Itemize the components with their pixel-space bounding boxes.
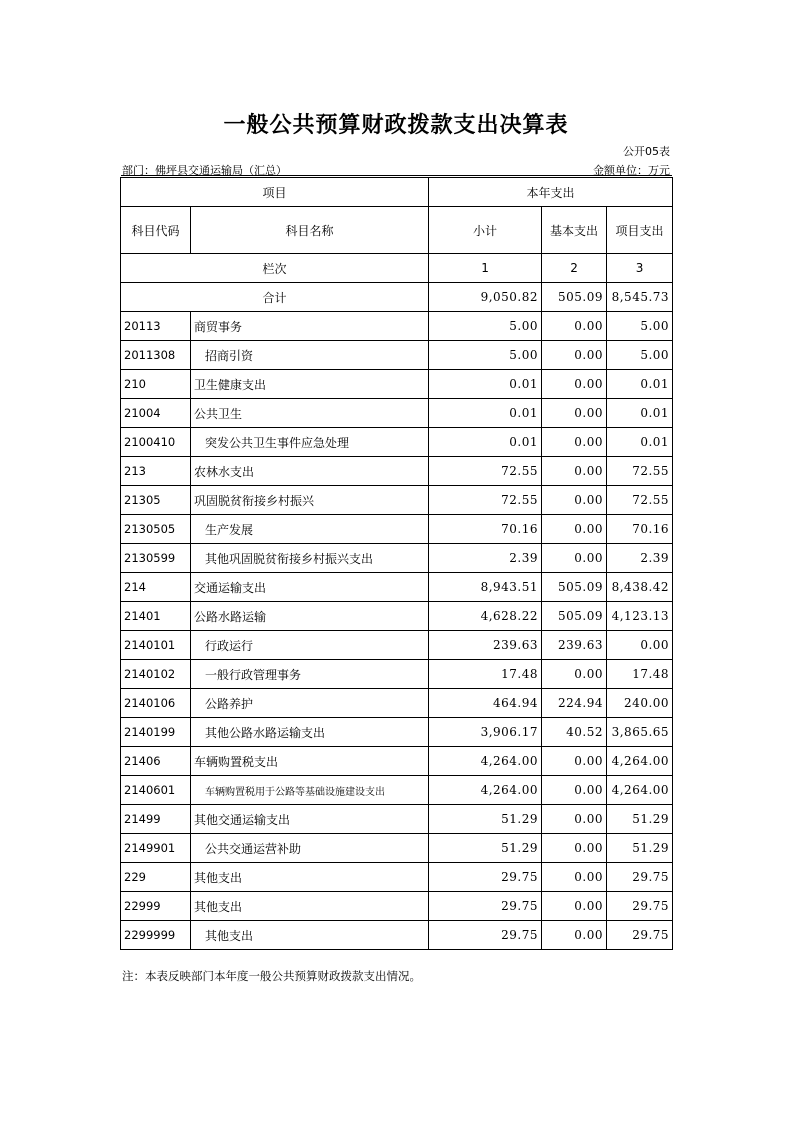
column-number-3: 3	[607, 254, 673, 283]
table-row	[121, 602, 673, 631]
row-code: 2140106	[121, 689, 191, 718]
table-row	[121, 718, 673, 747]
table-row	[121, 544, 673, 573]
row-name: 其他支出	[191, 863, 429, 892]
row-subtotal: 51.29	[429, 805, 542, 834]
row-project: 4,264.00	[607, 776, 673, 805]
row-project: 5.00	[607, 341, 673, 370]
total-row	[121, 283, 673, 312]
table-row	[121, 341, 673, 370]
row-name: 招商引资	[191, 341, 429, 370]
table-row	[121, 892, 673, 921]
table-row	[121, 573, 673, 602]
row-basic: 0.00	[542, 776, 607, 805]
row-name: 公共交通运营补助	[191, 834, 429, 863]
row-basic: 0.00	[542, 457, 607, 486]
row-code: 2140601	[121, 776, 191, 805]
row-project: 3,865.65	[607, 718, 673, 747]
row-project: 8,438.42	[607, 573, 673, 602]
column-number-2: 2	[542, 254, 607, 283]
row-project: 0.01	[607, 370, 673, 399]
table-row	[121, 515, 673, 544]
row-project: 29.75	[607, 921, 673, 950]
row-basic: 0.00	[542, 892, 607, 921]
table-row	[121, 370, 673, 399]
table-row	[121, 428, 673, 457]
row-subtotal: 239.63	[429, 631, 542, 660]
table-row	[121, 631, 673, 660]
row-project: 51.29	[607, 805, 673, 834]
table-row	[121, 399, 673, 428]
row-subtotal: 29.75	[429, 921, 542, 950]
row-basic: 0.00	[542, 747, 607, 776]
row-name: 其他支出	[191, 921, 429, 950]
row-basic: 40.52	[542, 718, 607, 747]
row-project: 0.01	[607, 399, 673, 428]
header-row-2	[121, 207, 673, 254]
unit-label: 金额单位：万元	[593, 164, 670, 177]
row-subtotal: 72.55	[429, 486, 542, 515]
row-project: 72.55	[607, 457, 673, 486]
table-row	[121, 747, 673, 776]
total-subtotal: 9,050.82	[429, 283, 542, 312]
row-project: 4,123.13	[607, 602, 673, 631]
row-name: 交通运输支出	[191, 573, 429, 602]
row-code: 21401	[121, 602, 191, 631]
header-basic: 基本支出	[542, 207, 607, 254]
header-current-year: 本年支出	[429, 178, 673, 207]
row-basic: 0.00	[542, 428, 607, 457]
row-basic: 0.00	[542, 370, 607, 399]
row-subtotal: 29.75	[429, 863, 542, 892]
row-basic: 505.09	[542, 602, 607, 631]
table-body	[121, 312, 673, 950]
row-subtotal: 0.01	[429, 370, 542, 399]
header-row-1	[121, 178, 673, 207]
row-name: 卫生健康支出	[191, 370, 429, 399]
row-basic: 0.00	[542, 834, 607, 863]
row-project: 51.29	[607, 834, 673, 863]
row-project: 5.00	[607, 312, 673, 341]
row-code: 21499	[121, 805, 191, 834]
row-basic: 224.94	[542, 689, 607, 718]
table-row	[121, 312, 673, 341]
table-row	[121, 660, 673, 689]
row-code: 2130505	[121, 515, 191, 544]
row-name: 生产发展	[191, 515, 429, 544]
row-code: 2140199	[121, 718, 191, 747]
row-code: 21004	[121, 399, 191, 428]
row-subtotal: 51.29	[429, 834, 542, 863]
table-row	[121, 689, 673, 718]
row-name: 车辆购置税支出	[191, 747, 429, 776]
row-project: 29.75	[607, 892, 673, 921]
row-code: 2149901	[121, 834, 191, 863]
header-project: 项目支出	[607, 207, 673, 254]
table-row	[121, 805, 673, 834]
form-number: 公开05表	[623, 145, 670, 158]
row-subtotal: 70.16	[429, 515, 542, 544]
row-name: 行政运行	[191, 631, 429, 660]
row-subtotal: 29.75	[429, 892, 542, 921]
row-subtotal: 8,943.51	[429, 573, 542, 602]
row-code: 2140101	[121, 631, 191, 660]
row-subtotal: 4,628.22	[429, 602, 542, 631]
row-project: 0.00	[607, 631, 673, 660]
header-code: 科目代码	[121, 207, 191, 254]
total-basic: 505.09	[542, 283, 607, 312]
table-row	[121, 486, 673, 515]
row-basic: 239.63	[542, 631, 607, 660]
row-code: 2100410	[121, 428, 191, 457]
row-name: 其他交通运输支出	[191, 805, 429, 834]
row-code: 229	[121, 863, 191, 892]
row-name: 公路养护	[191, 689, 429, 718]
expenditure-table	[120, 177, 673, 950]
row-subtotal: 17.48	[429, 660, 542, 689]
table-row	[121, 921, 673, 950]
department-label: 部门：佛坪县交通运输局（汇总）	[122, 164, 287, 177]
row-name: 其他支出	[191, 892, 429, 921]
row-subtotal: 5.00	[429, 312, 542, 341]
row-basic: 0.00	[542, 660, 607, 689]
row-subtotal: 464.94	[429, 689, 542, 718]
row-name: 巩固脱贫衔接乡村振兴	[191, 486, 429, 515]
row-code: 21406	[121, 747, 191, 776]
row-subtotal: 2.39	[429, 544, 542, 573]
row-code: 22999	[121, 892, 191, 921]
row-project: 70.16	[607, 515, 673, 544]
column-number-1: 1	[429, 254, 542, 283]
row-subtotal: 4,264.00	[429, 747, 542, 776]
column-order-row	[121, 254, 673, 283]
row-project: 29.75	[607, 863, 673, 892]
table-row	[121, 834, 673, 863]
row-code: 2130599	[121, 544, 191, 573]
header-item: 项目	[121, 178, 429, 207]
row-project: 72.55	[607, 486, 673, 515]
row-name: 突发公共卫生事件应急处理	[191, 428, 429, 457]
total-project: 8,545.73	[607, 283, 673, 312]
row-basic: 0.00	[542, 312, 607, 341]
row-name: 其他巩固脱贫衔接乡村振兴支出	[191, 544, 429, 573]
row-project: 4,264.00	[607, 747, 673, 776]
row-code: 210	[121, 370, 191, 399]
row-code: 2011308	[121, 341, 191, 370]
row-name: 一般行政管理事务	[191, 660, 429, 689]
header-subtotal: 小计	[429, 207, 542, 254]
row-basic: 0.00	[542, 515, 607, 544]
total-label: 合计	[121, 283, 429, 312]
row-basic: 0.00	[542, 805, 607, 834]
row-basic: 505.09	[542, 573, 607, 602]
row-project: 240.00	[607, 689, 673, 718]
row-basic: 0.00	[542, 921, 607, 950]
row-project: 17.48	[607, 660, 673, 689]
row-basic: 0.00	[542, 863, 607, 892]
row-code: 2299999	[121, 921, 191, 950]
row-subtotal: 4,264.00	[429, 776, 542, 805]
header-rule	[121, 175, 672, 176]
row-subtotal: 0.01	[429, 428, 542, 457]
row-code: 2140102	[121, 660, 191, 689]
footnote: 注：本表反映部门本年度一般公共预算财政拨款支出情况。	[122, 969, 421, 983]
page-title: 一般公共预算财政拨款支出决算表	[223, 112, 569, 138]
row-name: 车辆购置税用于公路等基础设施建设支出	[191, 776, 429, 805]
row-subtotal: 0.01	[429, 399, 542, 428]
row-basic: 0.00	[542, 486, 607, 515]
row-code: 213	[121, 457, 191, 486]
row-code: 21305	[121, 486, 191, 515]
row-project: 0.01	[607, 428, 673, 457]
row-name: 商贸事务	[191, 312, 429, 341]
row-subtotal: 72.55	[429, 457, 542, 486]
row-basic: 0.00	[542, 341, 607, 370]
row-basic: 0.00	[542, 399, 607, 428]
row-subtotal: 5.00	[429, 341, 542, 370]
row-subtotal: 3,906.17	[429, 718, 542, 747]
row-name: 公路水路运输	[191, 602, 429, 631]
row-basic: 0.00	[542, 544, 607, 573]
row-code: 214	[121, 573, 191, 602]
table-row	[121, 776, 673, 805]
row-name: 农林水支出	[191, 457, 429, 486]
row-project: 2.39	[607, 544, 673, 573]
header-name: 科目名称	[191, 207, 429, 254]
row-code: 20113	[121, 312, 191, 341]
column-order-label: 栏次	[121, 254, 429, 283]
row-name: 公共卫生	[191, 399, 429, 428]
table-row	[121, 457, 673, 486]
row-name: 其他公路水路运输支出	[191, 718, 429, 747]
table-row	[121, 863, 673, 892]
